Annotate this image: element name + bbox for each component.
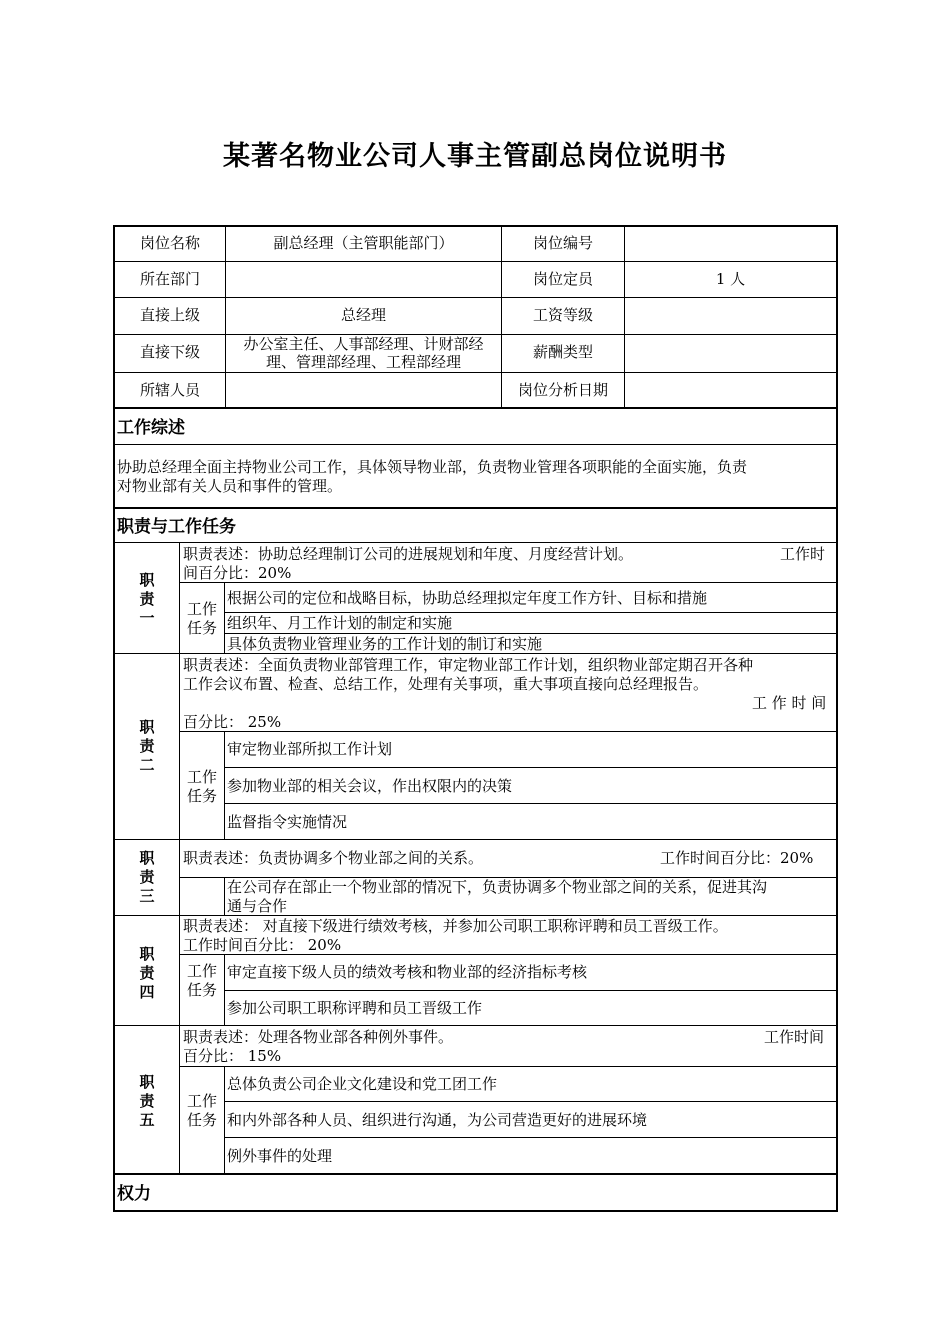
subordinate-label: 直接下级	[139, 343, 200, 361]
duty-3-task-line1: 在公司存在部止一个物业部的情况下，负责协调多个物业部之间的关系，促进其沟	[227, 878, 768, 896]
pay-type-label: 薪酬类型	[532, 343, 593, 361]
duty-2-task-label: 工作 任务	[186, 768, 217, 805]
duty-2-desc-line3: 百分比： 25%	[183, 713, 282, 731]
duty-2-label: 职 责 二	[139, 718, 155, 774]
document-title: 某著名物业公司人事主管副总岗位说明书	[223, 141, 727, 172]
headcount-value: 1 人	[715, 270, 746, 288]
summary-line1: 协助总经理全面主持物业公司工作，具体领导物业部，负责物业管理各项职能的全面实施，负责	[117, 458, 748, 476]
duty-3-desc-line1: 职责表述：负责协调多个物业部之间的关系。	[183, 849, 484, 867]
duty-3-task-line2: 通与合作	[227, 897, 288, 915]
duty-3-desc-right: 工作时间百分比：20%	[660, 849, 814, 867]
duty-5-label: 职 责 五	[139, 1073, 155, 1129]
duty-4-desc-line2: 工作时间百分比： 20%	[183, 936, 342, 954]
post-no-label: 岗位编号	[532, 234, 593, 252]
duty-2-desc-line1: 职责表述：全面负责物业部管理工作，审定物业部工作计划，组织物业部定期召开各种	[183, 656, 754, 674]
summary-line2: 对物业部有关人员和事件的管理。	[117, 477, 343, 495]
staff-label: 所辖人员	[139, 381, 200, 399]
duty-4-task-1: 审定直接下级人员的绩效考核和物业部的经济指标考核	[227, 963, 588, 981]
duty-1-label: 职 责 一	[139, 571, 155, 627]
duty-5-task-1: 总体负责公司企业文化建设和党工团工作	[227, 1075, 498, 1093]
authority-heading: 权力	[117, 1184, 151, 1204]
duty-1-task-label: 工作 任务	[186, 600, 217, 637]
dept-label: 所在部门	[139, 270, 200, 288]
duty-5-task-3: 例外事件的处理	[227, 1147, 333, 1165]
post-name-label: 岗位名称	[139, 234, 200, 252]
duty-4-desc-line1: 职责表述： 对直接下级进行绩效考核，并参加公司职工职称评聘和员工晋级工作。	[183, 917, 728, 935]
duty-2-desc-right: 工 作 时 间	[752, 694, 827, 712]
duty-4-task-label: 工作 任务	[186, 962, 217, 999]
duty-5-desc-line2: 百分比： 15%	[183, 1047, 282, 1065]
duty-3-label: 职 责 三	[139, 849, 155, 905]
post-name-value: 副总经理（主管职能部门）	[273, 234, 454, 252]
superior-label: 直接上级	[139, 306, 200, 324]
duty-1-desc-line2: 间百分比：20%	[183, 564, 292, 582]
duty-5-task-label: 工作 任务	[186, 1092, 217, 1129]
superior-value: 总经理	[340, 306, 386, 324]
subordinate-value-line1: 办公室主任、人事部经理、计财部经	[243, 335, 484, 353]
duty-4-task-2: 参加公司职工职称评聘和员工晋级工作	[227, 999, 483, 1017]
duty-2-task-3: 监督指令实施情况	[227, 813, 348, 831]
duty-1-task-1: 根据公司的定位和战略目标，协助总经理拟定年度工作方针、目标和措施	[227, 589, 708, 607]
summary-heading: 工作综述	[117, 418, 185, 438]
duty-5-desc-right: 工作时间	[764, 1028, 825, 1046]
duty-4-label: 职 责 四	[139, 945, 155, 1001]
duty-5-task-2: 和内外部各种人员、组织进行沟通，为公司营造更好的进展环境	[227, 1111, 648, 1129]
duty-5-desc-line1: 职责表述：处理各物业部各种例外事件。	[183, 1028, 454, 1046]
duty-1-task-2: 组织年、月工作计划的制定和实施	[227, 614, 453, 632]
table-border-top	[113, 225, 838, 227]
duties-heading: 职责与工作任务	[117, 517, 236, 537]
headcount-label: 岗位定员	[532, 270, 593, 288]
duty-1-desc-line1: 职责表述：协助总经理制订公司的进展规划和年度、月度经营计划。	[183, 545, 634, 563]
duty-1-task-3: 具体负责物业管理业务的工作计划的制订和实施	[227, 635, 543, 653]
analysis-date-label: 岗位分析日期	[517, 381, 608, 399]
duty-2-task-2: 参加物业部的相关会议，作出权限内的决策	[227, 777, 513, 795]
duty-1-desc-right: 工作时	[780, 545, 826, 563]
duty-2-task-1: 审定物业部所拟工作计划	[227, 740, 393, 758]
table-border-right	[836, 225, 838, 1212]
duty-2-desc-line2: 工作会议布置、检查、总结工作，处理有关事项，重大事项直接向总经理报告。	[183, 675, 709, 693]
grade-label: 工资等级	[532, 306, 593, 324]
subordinate-value-line2: 理、管理部经理、工程部经理	[265, 353, 461, 371]
